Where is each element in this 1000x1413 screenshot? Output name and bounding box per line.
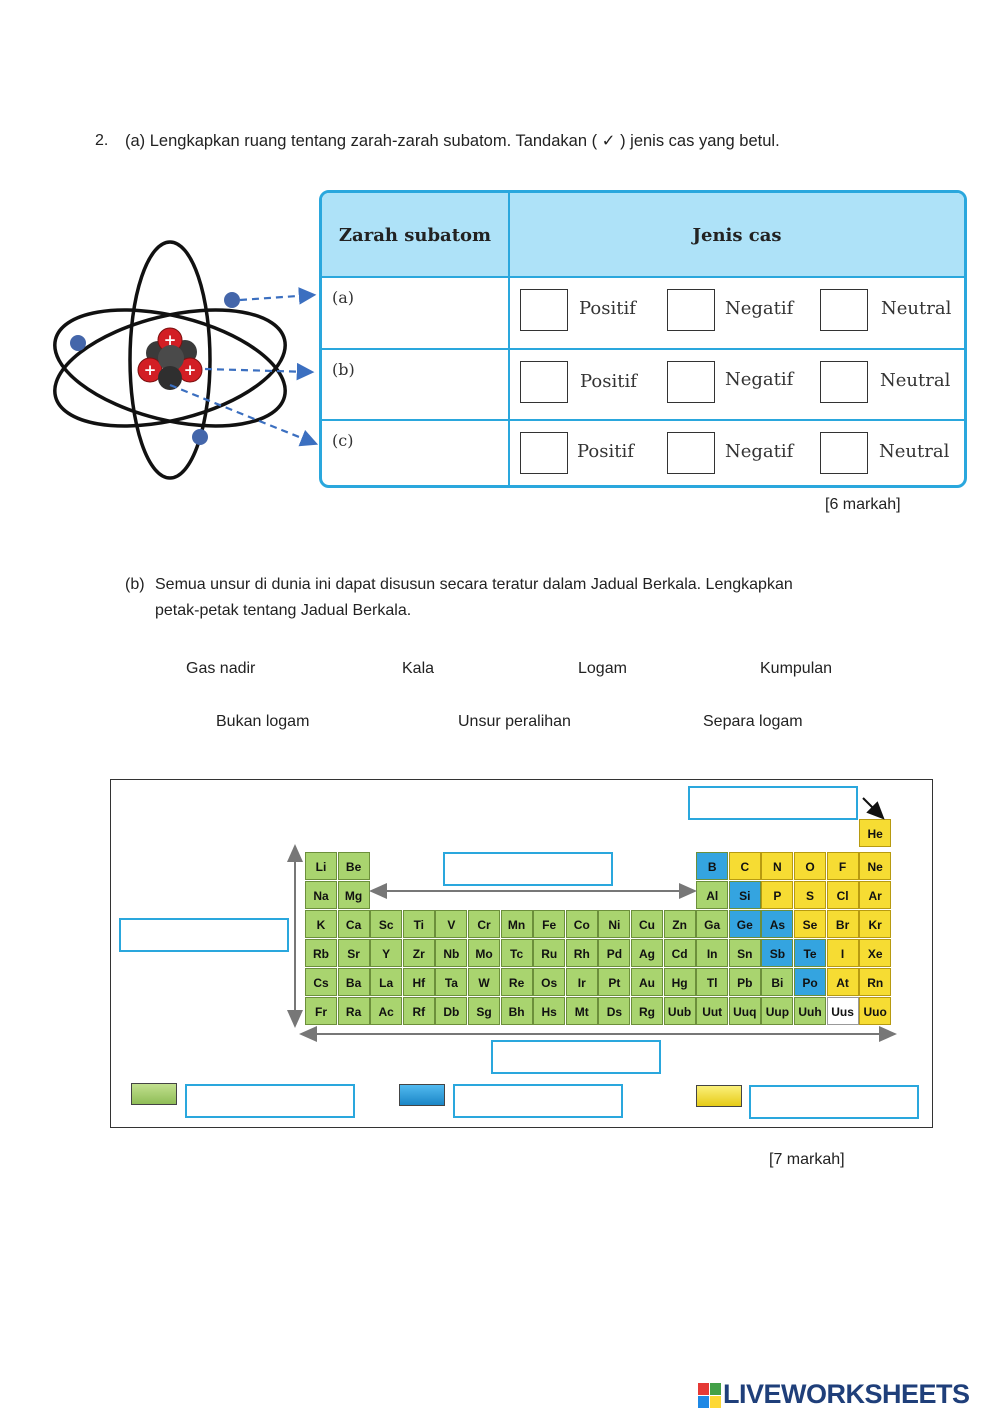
element-symbol: In <box>706 947 718 961</box>
element-symbol: Br <box>835 918 850 932</box>
logo-text: LIVEWORKSHEETS <box>723 1379 970 1409</box>
element-symbol: Mo <box>475 947 493 961</box>
checkbox-b-neutral[interactable] <box>820 361 868 403</box>
row-label-b: (b) <box>332 360 355 379</box>
checkbox-c-neutral[interactable] <box>820 432 868 474</box>
liveworksheets-logo <box>698 1379 970 1410</box>
table-arrows <box>111 780 934 1129</box>
option-a-negatif: Negatif <box>725 298 794 319</box>
element-symbol: Cl <box>836 889 849 903</box>
answer-box-metal[interactable] <box>185 1084 355 1118</box>
element-symbol: Pt <box>608 976 621 990</box>
question-a-text: (a) Lengkapkan ruang tentang zarah-zarah subatom. Tandakan ( ✓ ) jenis cas yang betul. <box>125 132 780 150</box>
element-symbol: Y <box>382 947 391 961</box>
element-symbol: Ag <box>639 947 655 961</box>
element-symbol: N <box>773 860 782 874</box>
element-symbol: Co <box>573 918 590 932</box>
question-b-line2: petak-petak tentang Jadual Berkala. <box>155 602 412 619</box>
element-symbol: Pb <box>737 976 753 990</box>
element-symbol: Mt <box>574 1005 589 1019</box>
word-kala: Kala <box>402 660 435 677</box>
logo-icon <box>698 1383 720 1407</box>
element-symbol: Ba <box>345 976 362 990</box>
answer-box-period[interactable] <box>491 1040 661 1074</box>
element-symbol: Uub <box>667 1005 692 1019</box>
element-symbol: Os <box>541 976 558 990</box>
checkbox-b-negatif[interactable] <box>667 361 715 403</box>
legend-swatch-metalloid <box>399 1084 445 1106</box>
legend-swatch-nonmetal <box>696 1085 742 1107</box>
word-unsur-peralihan: Unsur peralihan <box>458 713 571 730</box>
element-symbol: V <box>447 918 456 932</box>
element-symbol: Re <box>508 976 525 990</box>
element-symbol: Uuq <box>733 1005 757 1019</box>
subatomic-table <box>319 190 967 488</box>
element-symbol: Au <box>639 976 655 990</box>
svg-text:+: + <box>183 361 197 379</box>
element-symbol: Ge <box>736 918 753 932</box>
element-symbol: Mn <box>507 918 526 932</box>
word-separa-logam: Separa logam <box>703 713 803 730</box>
element-symbol: Ne <box>867 860 883 874</box>
element-symbol: La <box>379 976 394 990</box>
element-symbol: Uuh <box>798 1005 822 1019</box>
element-symbol: Sr <box>347 947 360 961</box>
element-symbol: Fr <box>315 1005 327 1019</box>
element-symbol: Bh <box>508 1005 525 1019</box>
header-subatomic-particle: Zarah subatom <box>322 193 508 277</box>
element-symbol: C <box>740 860 750 874</box>
question-b-label: (b) <box>125 576 145 593</box>
element-symbol: Sc <box>378 918 394 932</box>
option-c-neutral: Neutral <box>879 441 950 462</box>
table-divider <box>508 193 510 485</box>
question-b-line1: Semua unsur di dunia ini dapat disusun secara teratur dalam Jadual Berkala. Lengkapkan <box>155 576 793 593</box>
answer-box-nonmetal[interactable] <box>749 1085 919 1119</box>
word-bukan-logam: Bukan logam <box>216 713 310 730</box>
element-symbol: Hs <box>541 1005 557 1019</box>
element-symbol: Hg <box>671 976 688 990</box>
row-label-c: (c) <box>332 431 354 450</box>
table-divider <box>322 276 964 278</box>
checkbox-b-positif[interactable] <box>520 361 568 403</box>
element-symbol: Ga <box>704 918 721 932</box>
element-symbol: Zn <box>672 918 687 932</box>
element-symbol: Ra <box>345 1005 362 1019</box>
answer-box-noble-gas[interactable] <box>688 786 858 820</box>
table-divider <box>322 348 964 350</box>
checkbox-a-negatif[interactable] <box>667 289 715 331</box>
element-symbol: Cd <box>671 947 688 961</box>
element-symbol: Nb <box>443 947 460 961</box>
element-symbol: Uut <box>702 1005 723 1019</box>
element-symbol: Ir <box>577 976 586 990</box>
checkbox-a-neutral[interactable] <box>820 289 868 331</box>
element-symbol: Mg <box>344 889 363 903</box>
option-a-positif: Positif <box>579 298 636 319</box>
element-symbol: Se <box>802 918 818 932</box>
element-symbol: Uup <box>765 1005 790 1019</box>
element-symbol: Ds <box>606 1005 623 1019</box>
legend-swatch-metal <box>131 1083 177 1105</box>
element-symbol: Be <box>345 860 362 874</box>
element-symbol: Ni <box>608 918 621 932</box>
element-symbol: Ta <box>444 976 458 990</box>
option-c-positif: Positif <box>577 441 634 462</box>
header-charge-type: Jenis cas <box>510 193 964 277</box>
word-kumpulan: Kumpulan <box>760 660 833 677</box>
element-symbol: Sb <box>769 947 786 961</box>
element-symbol: I <box>840 947 845 961</box>
element-symbol: O <box>805 860 815 874</box>
periodic-table-frame <box>110 779 933 1128</box>
element-symbol: Zr <box>412 947 425 961</box>
element-symbol: Rb <box>313 947 329 961</box>
element-symbol: K <box>316 918 326 932</box>
element-symbol: Ru <box>541 947 558 961</box>
element-symbol: Al <box>706 889 719 903</box>
element-symbol: Na <box>313 889 329 903</box>
element-symbol: Cu <box>639 918 655 932</box>
element-symbol: P <box>773 889 782 903</box>
checkbox-a-positif[interactable] <box>520 289 568 331</box>
element-symbol: Po <box>802 976 818 990</box>
element-symbol: Rg <box>639 1005 655 1019</box>
element-symbol: Cr <box>477 918 491 932</box>
element-symbol: Uuo <box>863 1005 887 1019</box>
element-symbol: Te <box>803 947 817 961</box>
answer-box-metalloid[interactable] <box>453 1084 623 1118</box>
element-symbol: Uus <box>831 1005 854 1019</box>
element-symbol: Ar <box>868 889 882 903</box>
svg-text:+: + <box>163 331 177 349</box>
element-symbol: He <box>867 827 883 841</box>
option-b-neutral: Neutral <box>880 370 951 391</box>
svg-text:+: + <box>143 361 157 379</box>
checkbox-c-positif[interactable] <box>520 432 568 474</box>
option-c-negatif: Negatif <box>725 441 794 462</box>
element-symbol: Kr <box>868 918 882 932</box>
element-symbol: Pd <box>606 947 623 961</box>
element-symbol: Ti <box>413 918 425 932</box>
question-number: 2. <box>95 132 109 149</box>
element-symbol: Cs <box>313 976 329 990</box>
element-symbol: Rn <box>867 976 884 990</box>
element-symbol: At <box>836 976 849 990</box>
element-symbol: Bi <box>771 976 784 990</box>
element-symbol: Si <box>739 889 751 903</box>
word-logam: Logam <box>578 660 627 677</box>
option-a-neutral: Neutral <box>881 298 952 319</box>
element-symbol: B <box>707 860 717 874</box>
element-symbol: Sg <box>476 1005 492 1019</box>
pointer-arrows <box>0 0 330 460</box>
checkbox-c-negatif[interactable] <box>667 432 715 474</box>
option-b-positif: Positif <box>580 371 637 392</box>
element-symbol: S <box>805 889 814 903</box>
answer-box-transition[interactable] <box>443 852 613 886</box>
element-symbol: F <box>838 860 847 874</box>
element-symbol: Tc <box>510 947 524 961</box>
answer-box-group[interactable] <box>119 918 289 952</box>
word-gas-nadir: Gas nadir <box>186 660 256 677</box>
element-symbol: Ac <box>378 1005 394 1019</box>
element-symbol: Fe <box>542 918 557 932</box>
element-symbol: Xe <box>867 947 883 961</box>
element-symbol: Ca <box>345 918 362 932</box>
marks-b: [7 markah] <box>769 1151 845 1168</box>
marks-a: [6 markah] <box>825 496 901 513</box>
element-symbol: Hf <box>412 976 426 990</box>
element-symbol: Li <box>315 860 327 874</box>
element-symbol: W <box>478 976 490 990</box>
table-divider <box>322 419 964 421</box>
option-b-negatif: Negatif <box>725 369 794 390</box>
element-symbol: Db <box>443 1005 460 1019</box>
element-symbol: Tl <box>706 976 718 990</box>
element-symbol: As <box>769 918 786 932</box>
row-label-a: (a) <box>332 288 355 307</box>
element-symbol: Rf <box>412 1005 426 1019</box>
element-symbol: Rh <box>573 947 590 961</box>
element-symbol: Sn <box>737 947 753 961</box>
